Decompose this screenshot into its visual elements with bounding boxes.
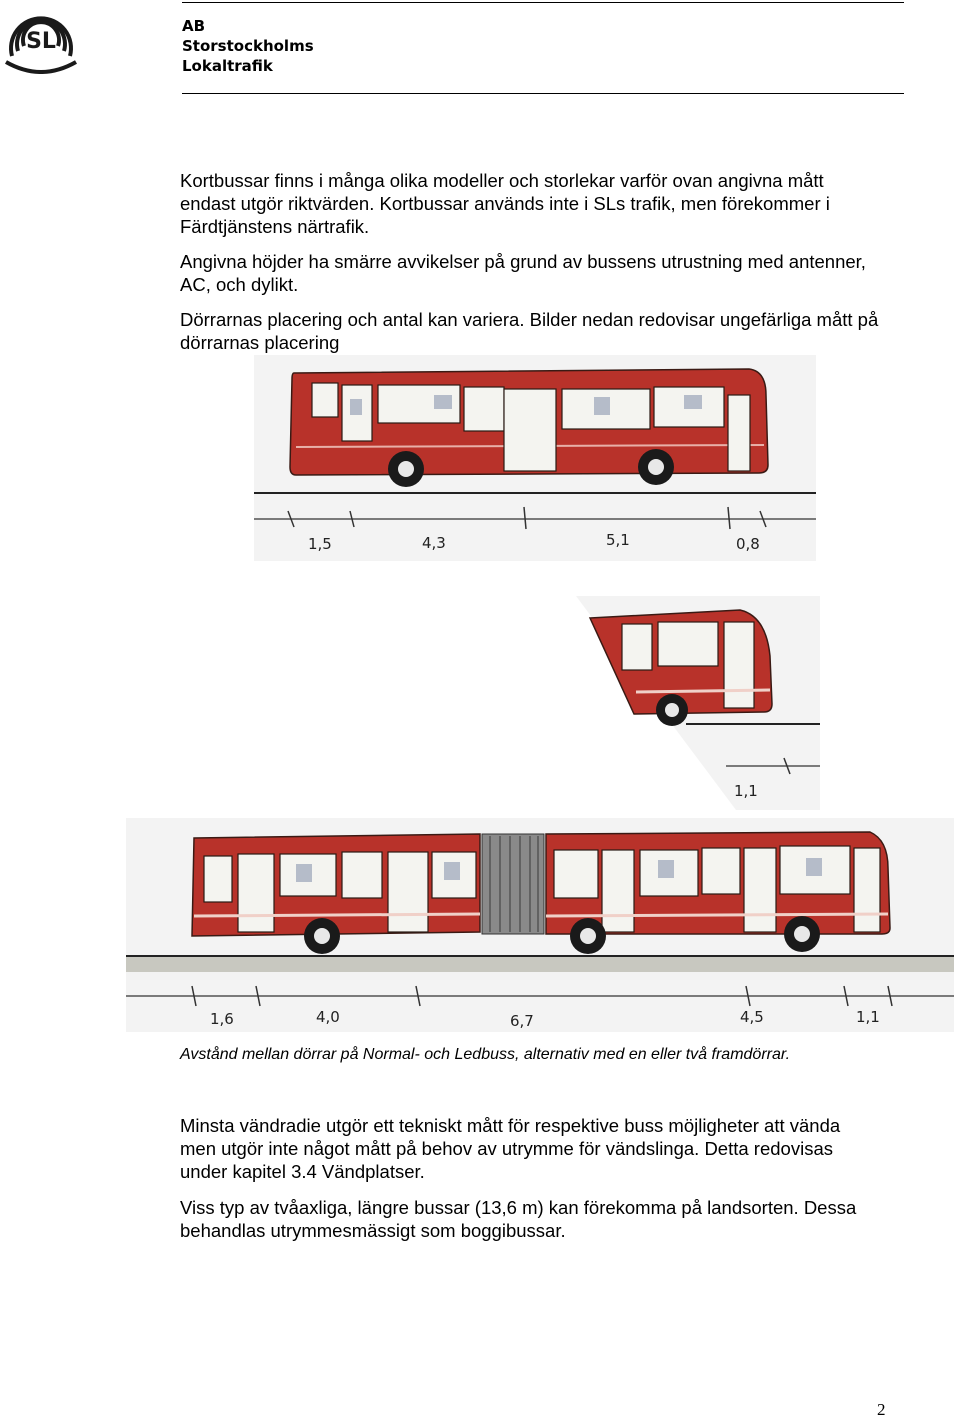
- paragraph-short-buses: Kortbussar finns i många olika modeller och storlekar varför ovan angivna mått endast utgör riktvärden. Kortbussar används inte i SLs trafik, men förekommer i Färdtjänstens närtrafik.: [180, 170, 830, 237]
- dim-label: 1,6: [210, 1010, 234, 1028]
- page-number: 2: [877, 1400, 886, 1419]
- dim-label: 4,0: [316, 1008, 340, 1026]
- company-line-1: AB: [182, 17, 206, 35]
- dim-label: 0,8: [736, 535, 760, 553]
- dim-label: 6,7: [510, 1012, 534, 1030]
- company-name: [182, 16, 314, 76]
- figure-caption: Avstånd mellan dörrar på Normal- och Ledbuss, alternativ med en eller två framdörrar.: [180, 1046, 791, 1063]
- dim-label: 1,5: [308, 535, 332, 553]
- dim-label: 5,1: [606, 531, 630, 549]
- logo-text: SL: [26, 29, 56, 54]
- company-line-3: Lokaltrafik: [182, 57, 273, 75]
- dim-label: 1,1: [734, 782, 758, 800]
- paragraph-two-axle-buses: Viss typ av tvåaxliga, längre bussar (13,6 m) kan förekomma på landsorten. Dessa behandlas utrymmesmässigt som boggibussar.: [180, 1197, 857, 1241]
- header-rule-bottom: [182, 93, 904, 94]
- header-rule-top: [182, 2, 904, 3]
- dim-label: 4,5: [740, 1008, 764, 1026]
- paragraph-door-placement: Dörrarnas placering och antal kan variera. Bilder nedan redovisar ungefärliga mått på dörrarnas placering: [180, 309, 879, 353]
- bus-front-illustration: [576, 596, 820, 810]
- paragraph-turning-radius: Minsta vändradie utgör ett tekniskt mått för respektive buss möjligheter att vända men utgör inte något mått på behov av utrymme för vändslinga. Detta redovisas under kapitel 3.4 Vändplatser.: [180, 1115, 841, 1182]
- dim-label: 4,3: [422, 534, 446, 552]
- paragraph-heights: Angivna höjder ha smärre avvikelser på grund av bussens utrustning med antenner, AC, och dylikt.: [180, 251, 866, 295]
- company-line-2: Storstockholms: [182, 37, 314, 55]
- sl-logo-icon: [2, 4, 80, 74]
- dim-label: 1,1: [856, 1008, 880, 1026]
- normal-bus-illustration: [254, 355, 816, 561]
- articulated-bus-illustration: [126, 818, 954, 1032]
